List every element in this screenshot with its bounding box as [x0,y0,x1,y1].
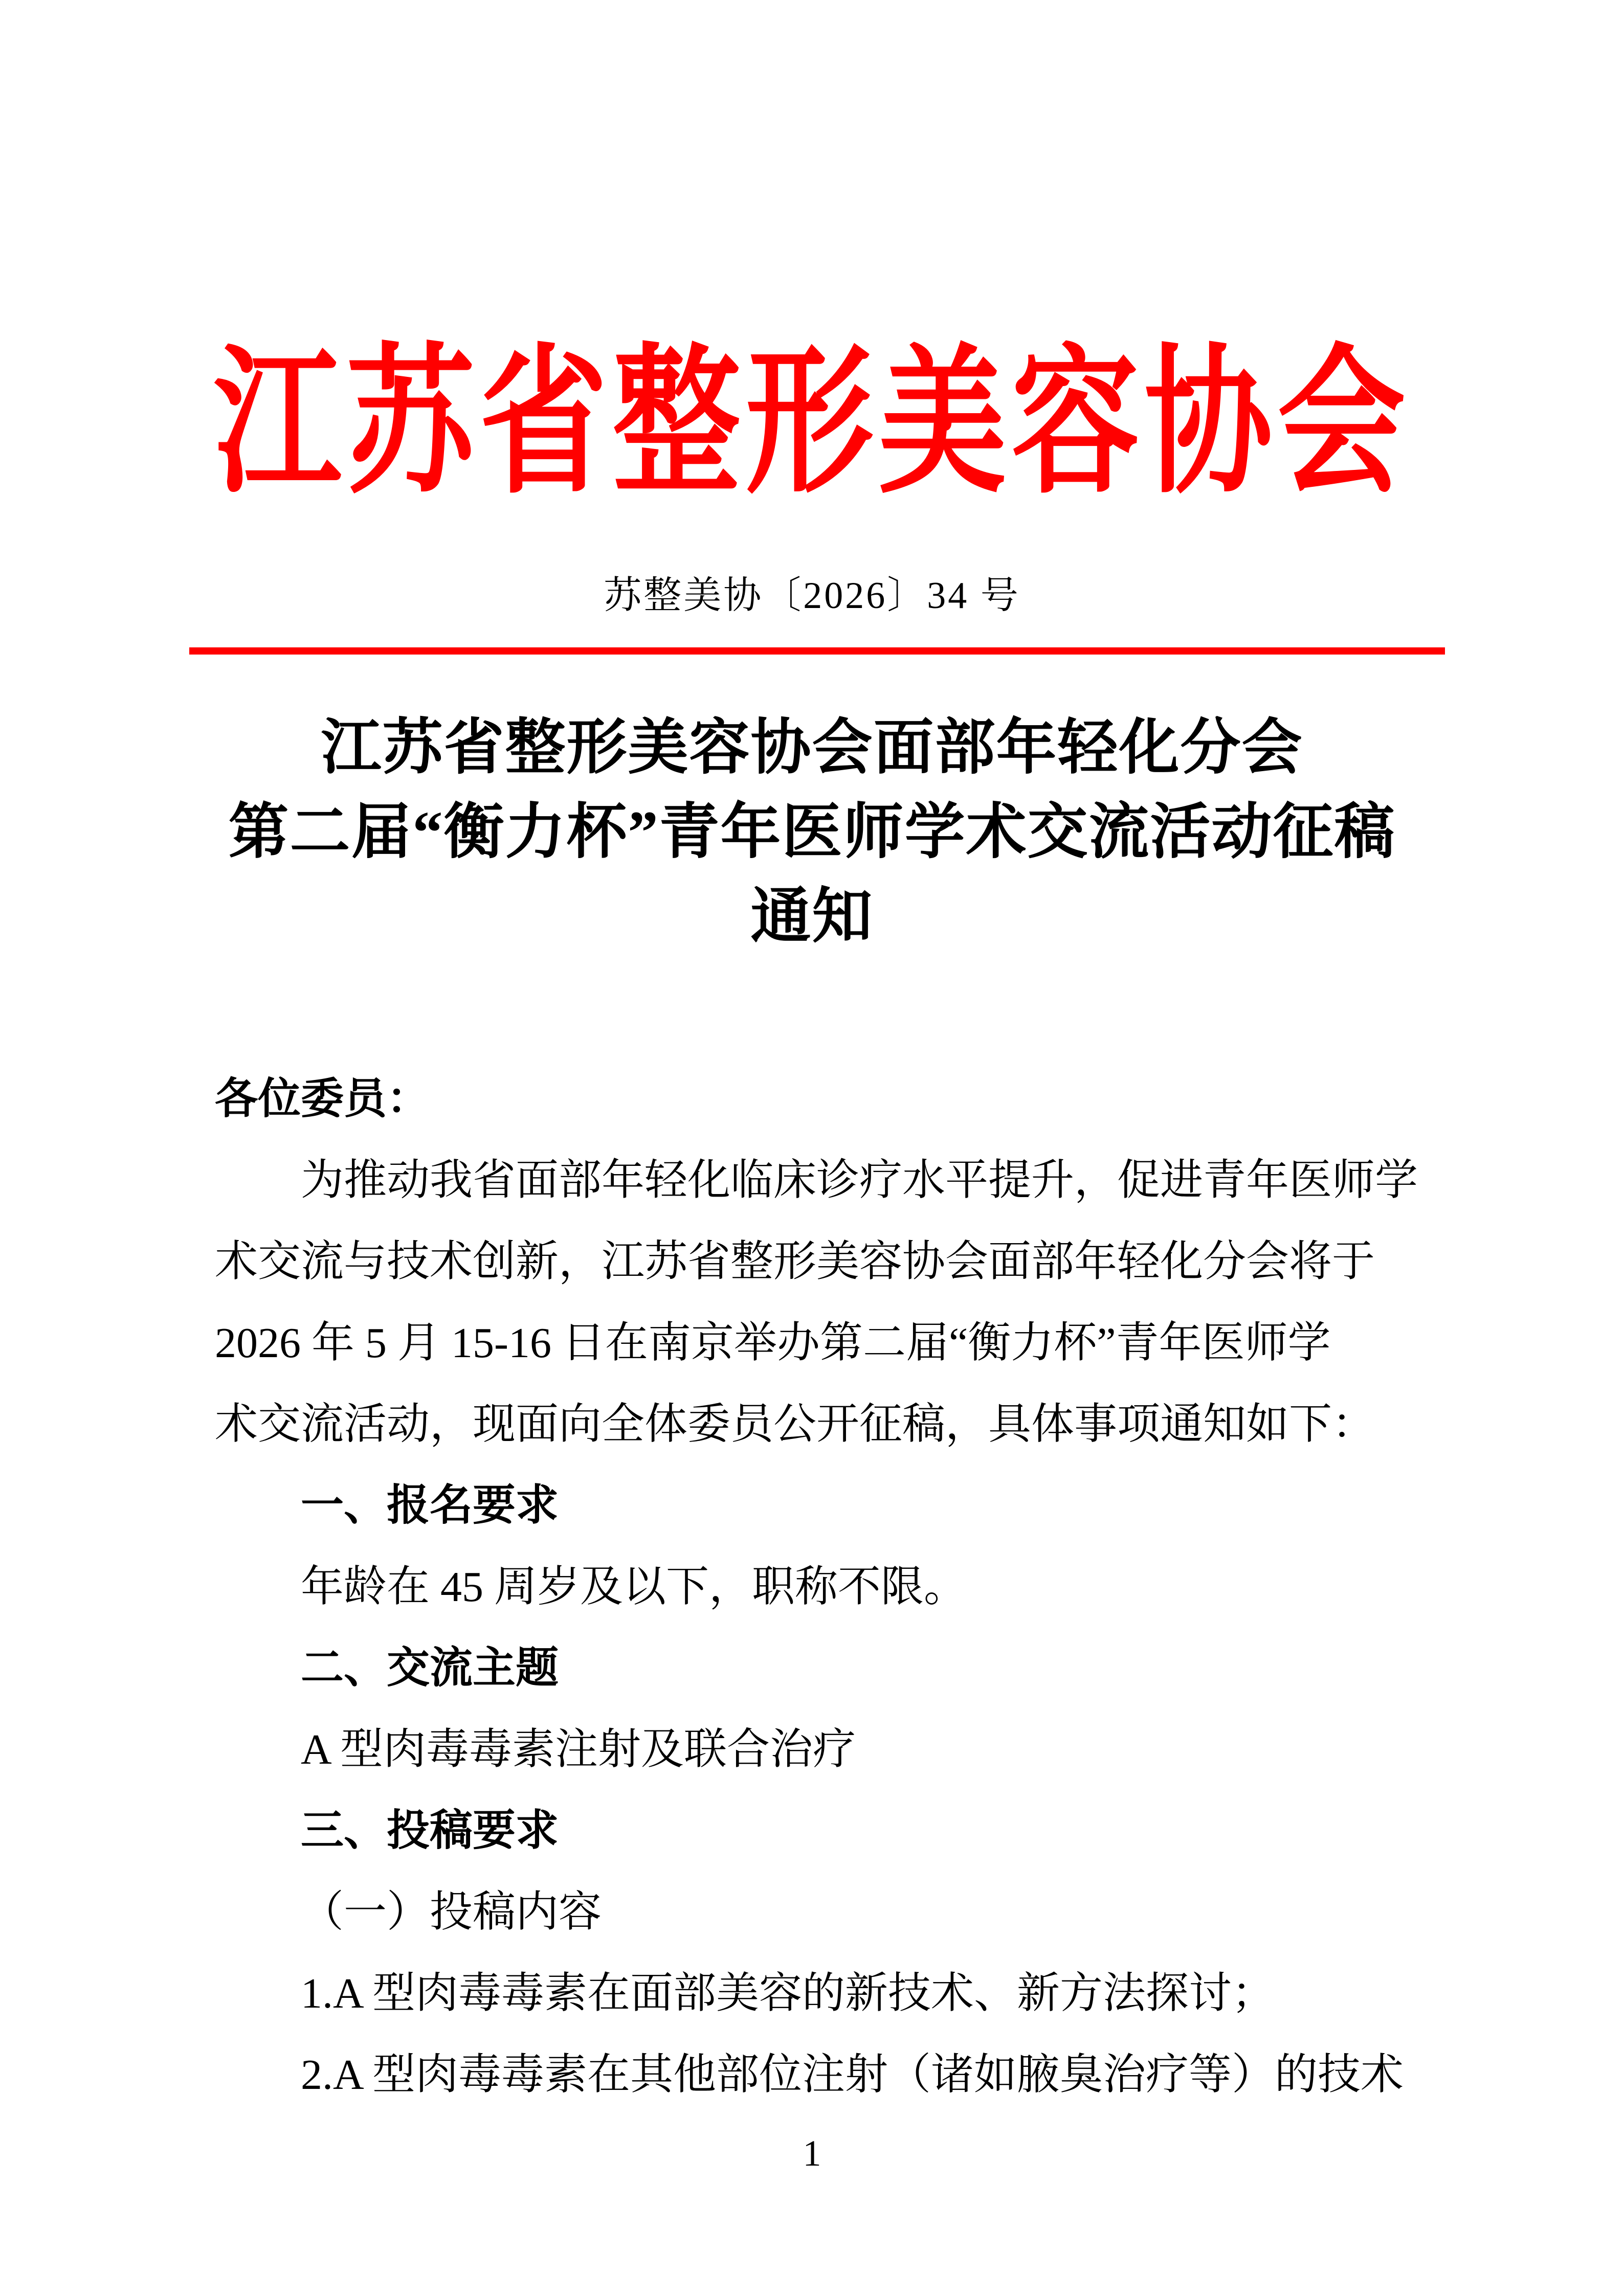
document-title-line-1: 江苏省整形美容协会面部年轻化分会 [321,714,1303,781]
section-heading-3: 三、投稿要求 [301,1807,559,1855]
document-body [0,1059,1624,2115]
body-line: 1.A 型肉毒毒素在面部美容的新技术、新方法探讨； [301,1970,1275,2017]
body-line: 术交流与技术创新，江苏省整形美容协会面部年轻化分会将于 [215,1238,1375,1286]
section-heading-2: 二、交流主题 [301,1645,559,1692]
body-line: 为推动我省面部年轻化临床诊疗水平提升，促进青年医师学 [301,1157,1418,1204]
subsection-heading: （一）投稿内容 [301,1888,602,1936]
document-title [0,706,1624,959]
doc-reference-number: 苏整美协〔2026〕34 号 [604,575,1020,617]
section-heading-1: 一、报名要求 [301,1482,559,1529]
document-title-line-2: 第二届“衡力杯”青年医师学术交流活动征稿 [228,799,1396,866]
body-line: 年龄在 45 周岁及以下，职称不限。 [301,1563,967,1611]
document-title-line-3: 通知 [750,883,874,950]
red-divider-line [189,647,1445,655]
body-line: A 型肉毒毒素注射及联合治疗 [301,1726,856,1773]
body-line: 2026 年 5 月 15-16 日在南京举办第二届“衡力杯”青年医师学 [215,1319,1331,1367]
page-number: 1 [803,2133,821,2174]
letterhead-org-name: 江苏省整形美容协会 [213,335,1411,513]
salutation: 各位委员： [215,1075,430,1123]
body-line: 术交流活动，现面向全体委员公开征稿，具体事项通知如下： [215,1401,1375,1448]
body-line: 2.A 型肉毒毒素在其他部位注射（诸如腋臭治疗等）的技术 [301,2051,1404,2099]
